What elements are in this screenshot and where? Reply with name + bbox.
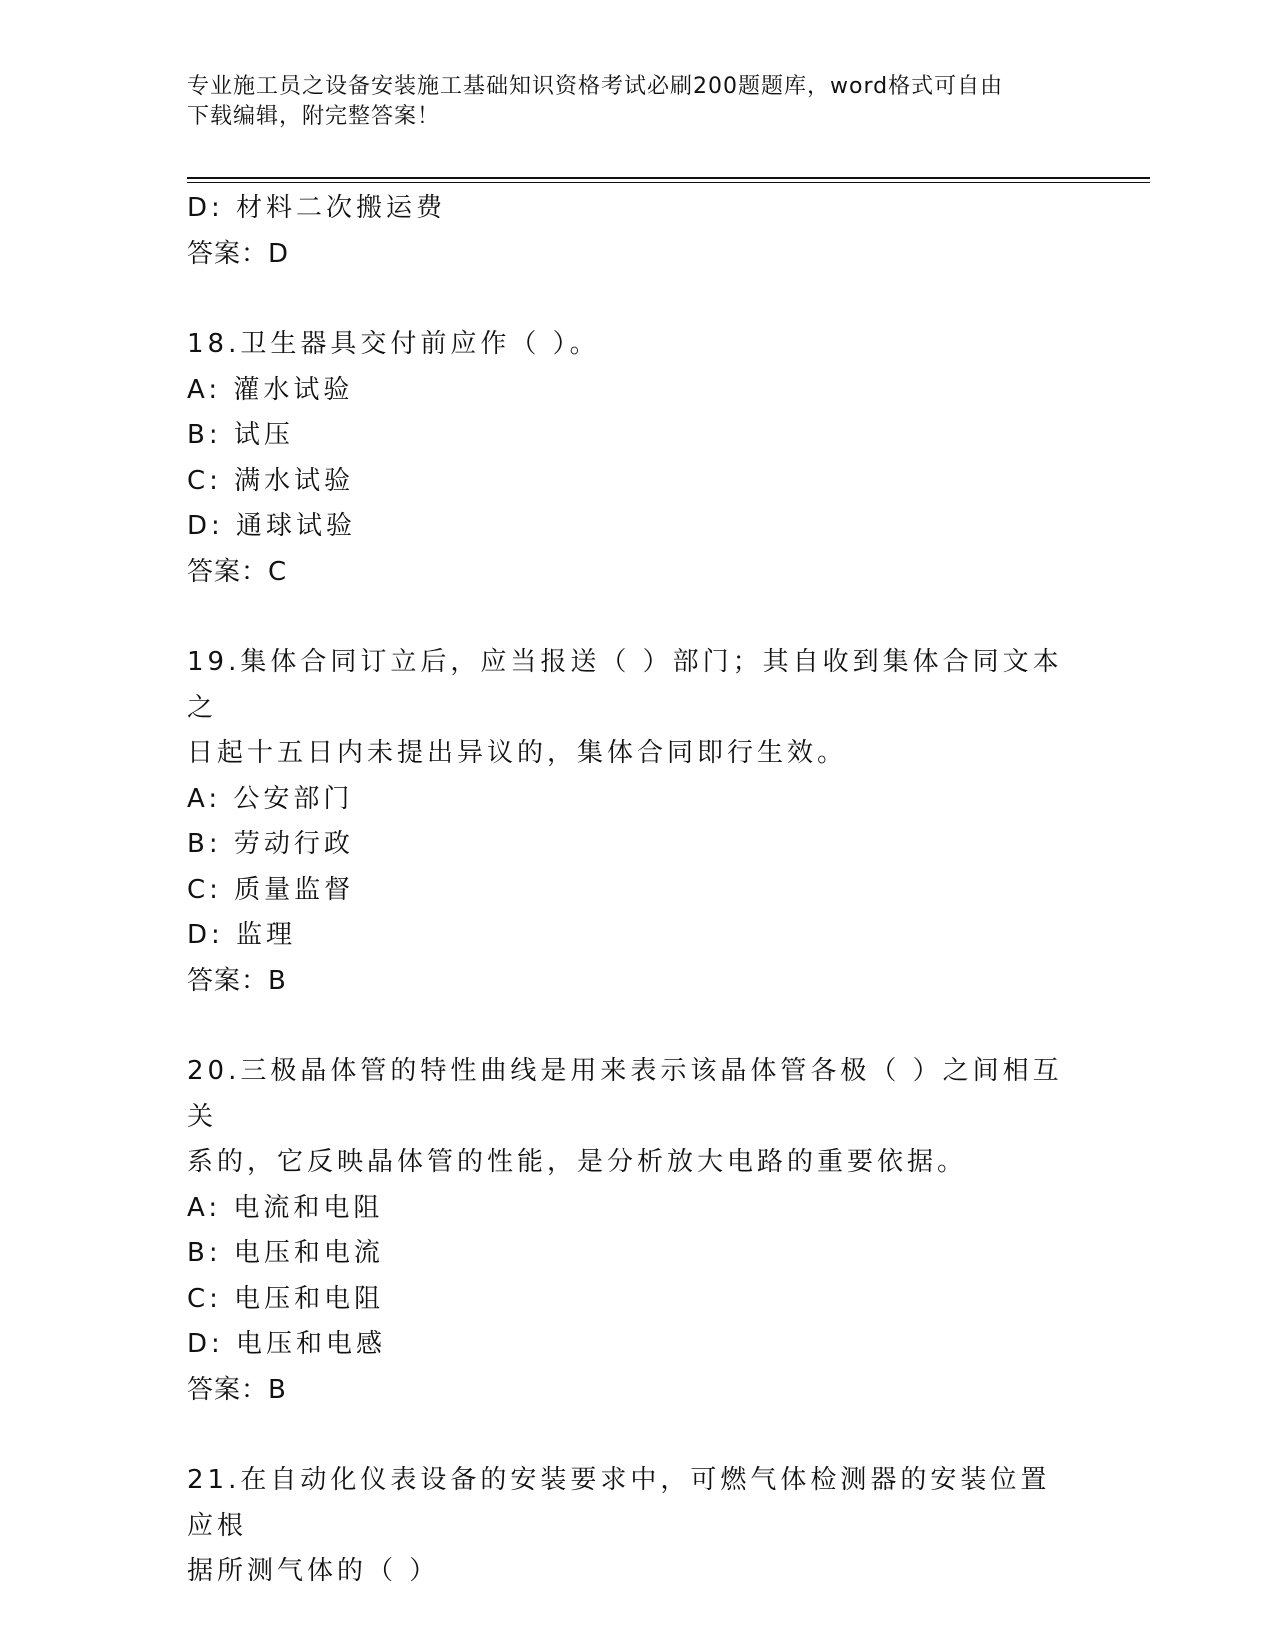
question-text-line-1: 20.三极晶体管的特性曲线是用来表示该晶体管各极（ ）之间相互关 — [187, 1056, 1063, 1132]
option-d: D: 电压和电感 — [187, 1329, 387, 1359]
option-d: D: 通球试验 — [187, 511, 357, 541]
option-b: B: 电压和电流 — [187, 1238, 384, 1268]
question-text-line-1: 18.卫生器具交付前应作（ ）。 — [187, 329, 600, 359]
option-c: C: 质量监督 — [187, 874, 355, 905]
document-header — [187, 72, 1067, 132]
header-title-line-1: 专业施工员之设备安装施工基础知识资格考试必刷200题题库，word格式可自由 — [187, 74, 1004, 99]
header-title-line-2: 下载编辑，附完整答案！ — [187, 104, 441, 129]
question-20 — [187, 1049, 1087, 1413]
question-text-line-2: 日起十五日内未提出异议的，集体合同即行生效。 — [187, 738, 848, 768]
answer-line: 答案：B — [187, 965, 287, 996]
option-a: A: 电流和电阻 — [187, 1192, 384, 1223]
option-b: B: 试压 — [187, 420, 294, 450]
question-21 — [187, 1458, 1087, 1595]
question-text-line-2: 系的，它反映晶体管的性能，是分析放大电路的重要依据。 — [187, 1147, 968, 1177]
header-divider-thin — [187, 182, 1150, 183]
spacer — [187, 1413, 1087, 1458]
question-text-line-1: 19.集体合同订立后，应当报送（ ）部门；其自收到集体合同文本之 — [187, 647, 1063, 723]
answer-line: 答案：B — [187, 1374, 287, 1405]
option-c: C: 电压和电阻 — [187, 1283, 385, 1314]
question-18 — [187, 322, 1087, 595]
spacer — [187, 595, 1087, 640]
option-d: D: 监理 — [187, 920, 297, 950]
question-list — [187, 186, 1087, 1595]
option-a: A: 灌水试验 — [187, 374, 354, 405]
question-text-line-2: 据所测气体的（ ） — [187, 1556, 440, 1586]
answer-line: 答案：D — [187, 238, 290, 269]
header-divider-thick — [187, 177, 1150, 179]
option-b: B: 劳动行政 — [187, 829, 354, 859]
option-d: D: 材料二次搬运费 — [187, 193, 447, 223]
option-a: A: 公安部门 — [187, 783, 354, 814]
question-19 — [187, 640, 1087, 1004]
spacer — [187, 277, 1087, 322]
previous-question-tail — [187, 186, 1087, 277]
option-c: C: 满水试验 — [187, 465, 355, 496]
spacer — [187, 1004, 1087, 1049]
answer-line: 答案：C — [187, 556, 288, 587]
question-text-line-1: 21.在自动化仪表设备的安装要求中，可燃气体检测器的安装位置应根 — [187, 1465, 1051, 1541]
